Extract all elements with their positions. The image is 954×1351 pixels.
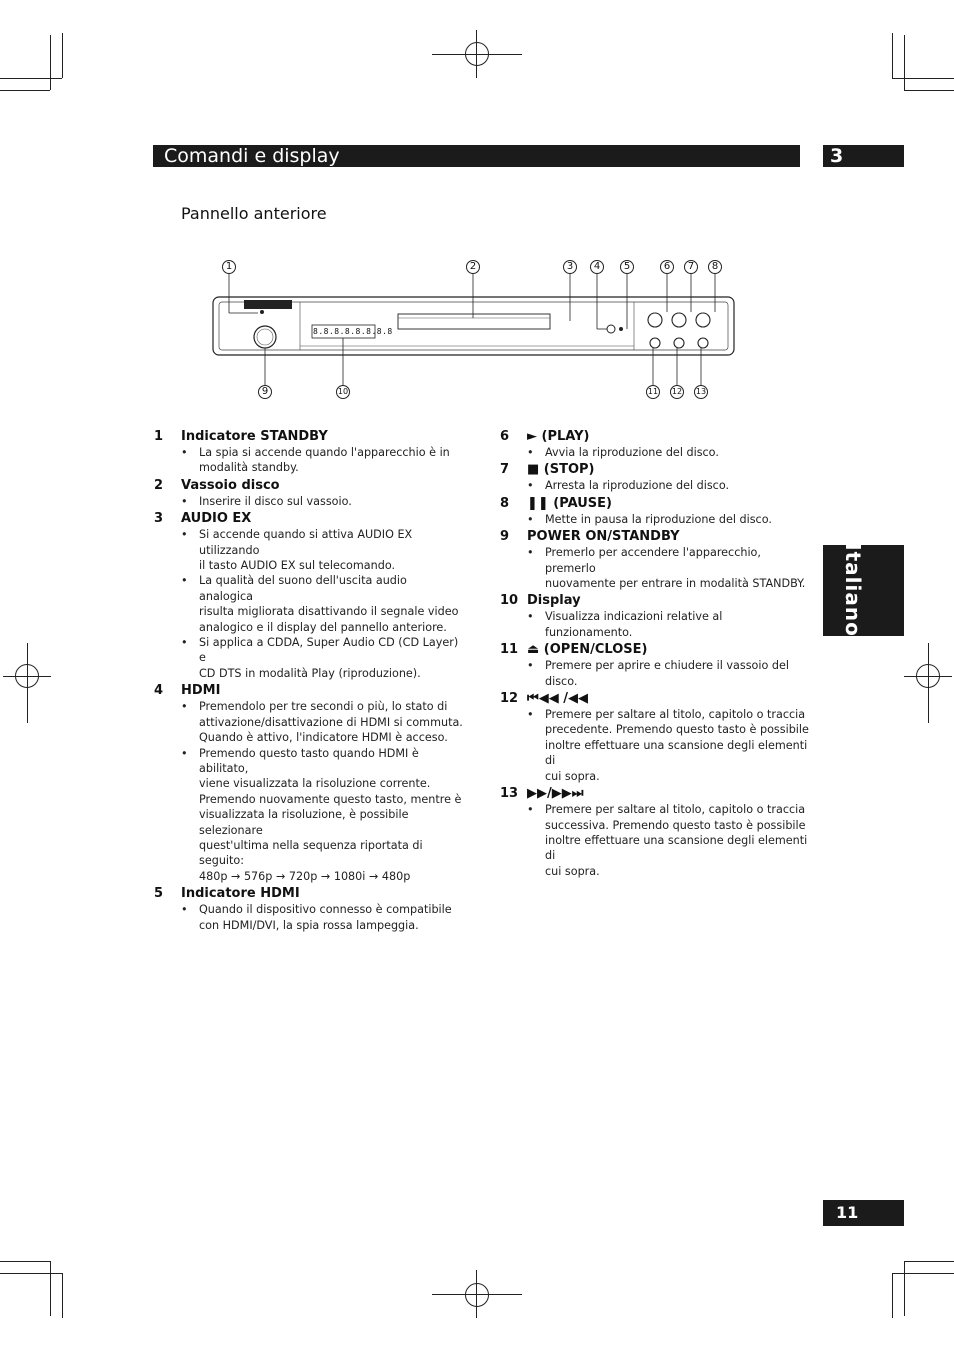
item-text-line xyxy=(154,558,464,573)
description-item xyxy=(500,528,810,591)
bullet-dot: • xyxy=(181,446,188,459)
description-item xyxy=(500,428,810,460)
callout-10: 10 xyxy=(336,385,350,399)
bullet-text: cui sopra. xyxy=(545,864,600,878)
item-number: 13 xyxy=(500,786,519,802)
bullet-text: viene visualizzata la risoluzione corrente. xyxy=(199,777,431,791)
display-readout: 8.8.8.8.8.8.8.8 xyxy=(313,327,393,336)
item-text-line xyxy=(154,730,464,745)
item-number: 8 xyxy=(500,495,510,511)
bullet-text: inoltre effettuare una scansione degli elementi di xyxy=(545,738,808,768)
bullet-dot: • xyxy=(181,746,188,760)
bullet-dot: • xyxy=(527,446,534,459)
item-text-line xyxy=(500,658,810,689)
bullet-text: attivazione/disattivazione di HDMI si commuta. xyxy=(199,715,463,729)
description-item xyxy=(154,477,464,509)
bullet-text: modalità standby. xyxy=(199,461,299,475)
callout-11: 11 xyxy=(646,385,660,399)
item-text-line xyxy=(154,573,464,604)
description-item xyxy=(500,495,810,527)
callout-8: 8 xyxy=(708,260,722,274)
bullet-text: Visualizza indicazioni relative al funzionamento. xyxy=(545,610,723,639)
bullet-dot: • xyxy=(181,528,188,542)
description-item xyxy=(500,690,810,784)
callout-7: 7 xyxy=(684,260,698,274)
bullet-text: visualizzata la risoluzione, è possibile selezionare xyxy=(199,808,409,837)
item-title: Indicatore STANDBY xyxy=(181,429,328,444)
bullet-text: inoltre effettuare una scansione degli elementi di xyxy=(545,833,808,863)
item-title: HDMI xyxy=(181,683,221,699)
bullet-text: successiva. Premendo questo tasto è possibile xyxy=(545,818,806,832)
language-tab-label: Italiano xyxy=(841,543,865,637)
callout-3: 3 xyxy=(563,260,577,274)
item-text-line xyxy=(500,818,810,833)
item-title: AUDIO EX xyxy=(181,511,252,527)
bullet-text: Premere per saltare al titolo, capitolo o traccia xyxy=(545,708,806,722)
description-item xyxy=(154,428,464,476)
item-text-line xyxy=(500,576,810,591)
description-item xyxy=(154,510,464,681)
bullet-dot: • xyxy=(181,700,188,714)
page-number: 11 xyxy=(836,1203,859,1222)
item-number: 6 xyxy=(500,429,510,444)
item-text-line xyxy=(154,807,464,838)
item-text-line xyxy=(500,478,810,493)
item-title: Display xyxy=(527,593,581,609)
bullet-dot: • xyxy=(527,659,534,673)
callout-13: 13 xyxy=(694,385,708,399)
bullet-dot: • xyxy=(527,546,534,560)
callout-2: 2 xyxy=(466,260,480,274)
bullet-dot: • xyxy=(181,574,188,588)
item-text-line xyxy=(154,445,464,460)
bullet-text: risulta migliorata disattivando il segnale video xyxy=(199,605,459,619)
bullet-text: cui sopra. xyxy=(545,769,600,783)
bullet-dot: • xyxy=(181,636,188,650)
callout-1: 1 xyxy=(222,260,236,274)
item-heading xyxy=(500,528,810,545)
item-text-line xyxy=(154,776,464,791)
item-text-line xyxy=(154,527,464,558)
item-number: 5 xyxy=(154,886,164,902)
item-title: POWER ON/STANDBY xyxy=(527,529,680,545)
bullet-text: Quando il dispositivo connesso è compatibile xyxy=(199,903,452,917)
item-number: 7 xyxy=(500,462,510,478)
item-text-line xyxy=(500,545,810,576)
callout-6: 6 xyxy=(660,260,674,274)
item-number: 10 xyxy=(500,593,519,609)
item-title: ⏏ (OPEN/CLOSE) xyxy=(527,642,648,658)
bullet-text: Si accende quando si attiva AUDIO EX utilizzando xyxy=(199,528,413,557)
description-item xyxy=(500,592,810,640)
item-text-line xyxy=(154,620,464,635)
front-panel-drawing xyxy=(0,0,954,420)
bullet-text: CD DTS in modalità Play (riproduzione). xyxy=(199,666,421,680)
item-title: ❚❚ (PAUSE) xyxy=(527,495,612,511)
bullet-text: precedente. Premendo questo tasto è possibile xyxy=(545,723,809,737)
item-text-line xyxy=(154,460,464,475)
description-item xyxy=(500,785,810,879)
item-number: 4 xyxy=(154,683,164,699)
description-item xyxy=(500,461,810,493)
bullet-text: Si applica a CDDA, Super Audio CD (CD Layer) e xyxy=(199,636,459,665)
bullet-text: il tasto AUDIO EX sul telecomando. xyxy=(199,559,396,573)
bullet-text: con HDMI/DVI, la spia rossa lampeggia. xyxy=(199,918,419,932)
item-heading xyxy=(500,592,810,609)
bullet-text: La spia si accende quando l'apparecchio è in xyxy=(199,446,450,459)
chapter-number: 3 xyxy=(830,145,844,167)
item-text-line xyxy=(500,738,810,769)
bullet-text: Premere per aprire e chiudere il vassoio del disco. xyxy=(545,659,789,688)
bullet-text: Inserire il disco sul vassoio. xyxy=(199,494,352,508)
callout-5: 5 xyxy=(620,260,634,274)
item-text-line xyxy=(500,769,810,784)
description-column-right xyxy=(500,427,810,879)
item-text-line xyxy=(154,869,464,884)
front-panel-diagram xyxy=(0,0,954,420)
bullet-dot: • xyxy=(181,494,188,508)
bullet-text: 480p → 576p → 720p → 1080i → 480p xyxy=(199,869,411,883)
item-number: 1 xyxy=(154,429,164,444)
item-text-line xyxy=(154,902,464,917)
bullet-text: Premendolo per tre secondi o più, lo stato di xyxy=(199,700,448,714)
bullet-text: nuovamente per entrare in modalità STANDBY. xyxy=(545,577,806,591)
item-text-line xyxy=(500,833,810,864)
item-text-line xyxy=(154,666,464,681)
description-item xyxy=(500,641,810,689)
bullet-dot: • xyxy=(181,903,188,917)
item-text-line xyxy=(154,604,464,619)
item-number: 12 xyxy=(500,691,519,707)
bullet-text: Avvia la riproduzione del disco. xyxy=(545,446,719,459)
item-heading xyxy=(500,690,810,707)
bullet-text: Arresta la riproduzione del disco. xyxy=(545,479,730,493)
bullet-text: La qualità del suono dell'uscita audio analogica xyxy=(199,574,407,603)
item-heading xyxy=(154,477,464,494)
description-column-left xyxy=(154,427,464,933)
item-number: 11 xyxy=(500,642,519,658)
bullet-text: Mette in pausa la riproduzione del disco. xyxy=(545,512,772,526)
bullet-text: quest'ultima nella sequenza riportata di seguito: xyxy=(199,838,423,868)
description-item xyxy=(154,885,464,933)
callout-9: 9 xyxy=(258,385,272,399)
item-text-line xyxy=(500,609,810,640)
page-title: Comandi e display xyxy=(164,145,340,167)
item-text-line xyxy=(154,699,464,714)
item-text-line xyxy=(500,864,810,879)
item-title: Vassoio disco xyxy=(181,477,280,493)
item-text-line xyxy=(154,918,464,933)
item-text-line xyxy=(500,512,810,527)
item-text-line xyxy=(154,838,464,869)
item-heading xyxy=(154,682,464,699)
bullet-dot: • xyxy=(527,512,534,526)
bullet-text: Quando è attivo, l'indicatore HDMI è acceso. xyxy=(199,731,448,745)
item-title: Indicatore HDMI xyxy=(181,886,300,902)
item-number: 9 xyxy=(500,529,510,545)
item-title: ⏮◀◀ /◀◀ xyxy=(527,691,588,707)
callout-4: 4 xyxy=(590,260,604,274)
item-title: ■ (STOP) xyxy=(527,462,595,478)
item-title: ► (PLAY) xyxy=(527,429,590,444)
section-title: Pannello anteriore xyxy=(181,204,327,223)
item-text-line xyxy=(154,715,464,730)
bullet-text: analogico e il display del pannello anteriore. xyxy=(199,620,447,634)
bullet-dot: • xyxy=(527,708,534,722)
item-text-line xyxy=(500,445,810,460)
item-text-line xyxy=(500,802,810,817)
item-text-line xyxy=(500,722,810,737)
item-text-line xyxy=(154,494,464,509)
bullet-text: Premendo nuovamente questo tasto, mentre è xyxy=(199,792,462,806)
item-heading xyxy=(500,785,810,802)
item-text-line xyxy=(154,635,464,666)
item-heading xyxy=(154,885,464,902)
item-number: 3 xyxy=(154,511,164,527)
item-heading xyxy=(500,428,810,445)
bullet-text: Premendo questo tasto quando HDMI è abilitato, xyxy=(199,746,419,775)
item-heading xyxy=(154,510,464,527)
item-heading xyxy=(500,641,810,658)
item-text-line xyxy=(500,707,810,722)
bullet-dot: • xyxy=(527,803,534,817)
description-item xyxy=(154,682,464,884)
item-heading xyxy=(154,428,464,445)
bullet-dot: • xyxy=(527,479,534,493)
item-title: ▶▶/▶▶⏭ xyxy=(527,786,584,802)
item-text-line xyxy=(154,746,464,777)
bullet-text: Premere per saltare al titolo, capitolo o traccia xyxy=(545,803,806,817)
item-heading xyxy=(500,461,810,478)
item-number: 2 xyxy=(154,477,164,493)
bullet-dot: • xyxy=(527,610,534,624)
item-text-line xyxy=(154,792,464,807)
bullet-text: Premerlo per accendere l'apparecchio, premerlo xyxy=(545,546,761,575)
callout-12: 12 xyxy=(670,385,684,399)
item-heading xyxy=(500,495,810,512)
